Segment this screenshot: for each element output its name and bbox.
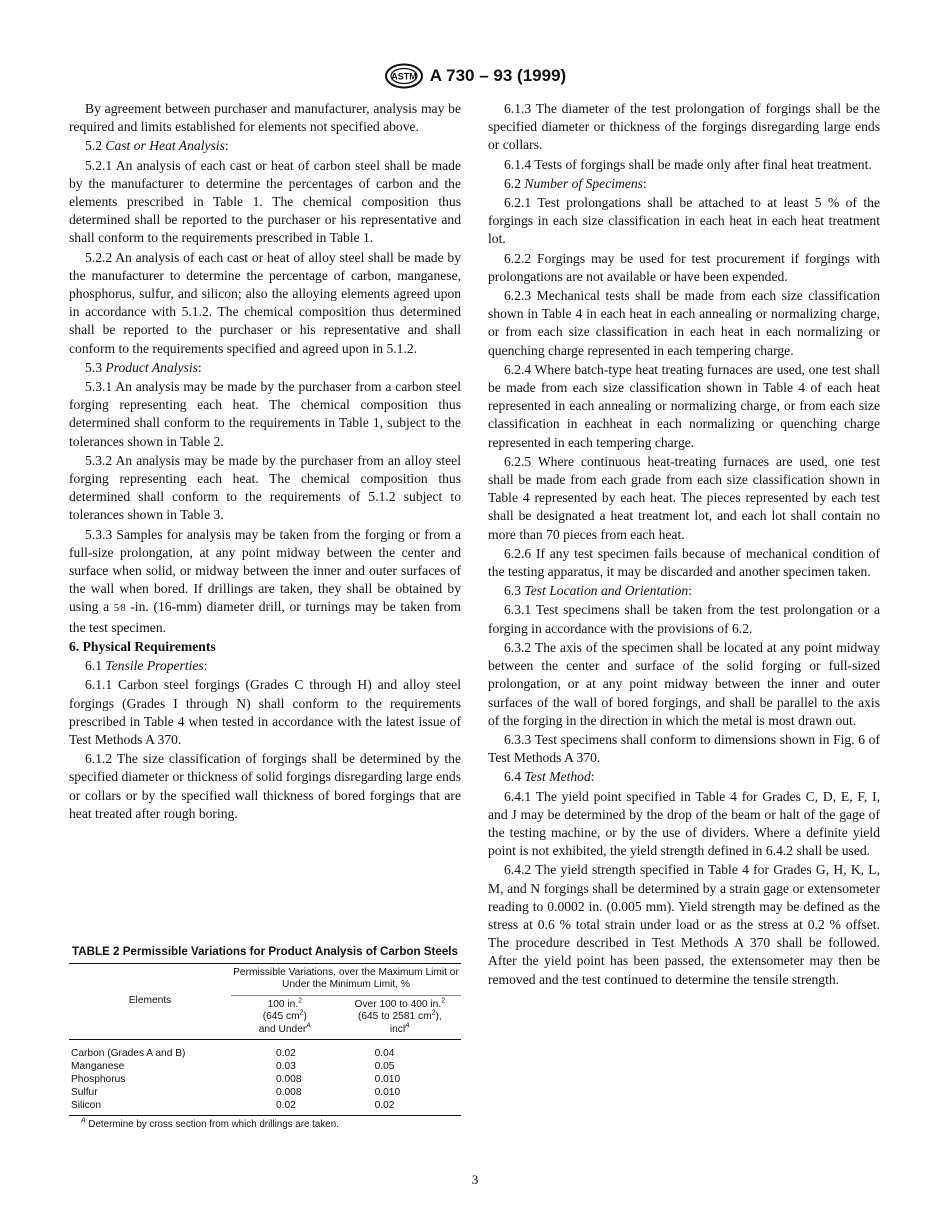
left-column xyxy=(69,100,461,824)
paragraph: 6.2.6 If any test specimen fails because of mechanical condition of the testing apparatus, it may be discarded and another specimen taken. xyxy=(488,545,880,580)
table-row xyxy=(69,1061,461,1074)
section-heading-6-1: 6.1 Tensile Properties: xyxy=(85,658,208,674)
paragraph: By agreement between purchaser and manufacturer, analysis may be required and limits established for elements not specified above. xyxy=(69,101,461,135)
value-cell: 0.02 xyxy=(276,1048,296,1060)
section-heading-6-3: 6.3 Test Location and Orientation: xyxy=(504,583,692,599)
section-heading-6-2: 6.2 Number of Specimens: xyxy=(504,175,647,191)
paragraph: 5.3.3 Samples for analysis may be taken from the forging or from a full-size prolongation, at any point midway between the center and surface when solid, or midway between the inner and outer surfaces of the wall when bored. If drillings are taken, they shall be obtained by using a 5⁄8 -in. (16-mm) diameter drill, or turnings may be taken from the test specimen. xyxy=(69,526,461,635)
element-cell: Phosphorus xyxy=(71,1074,126,1086)
table-row xyxy=(69,1074,461,1087)
paragraph: 6.1.2 The size classification of forgings shall be determined by the specified diameter or thickness of solid forgings disregarding large ends or collars or by the specified wall thickness of bored forgings that are heat treated after rough boring. xyxy=(69,751,461,821)
value-cell: 0.05 xyxy=(374,1061,395,1073)
column-header-elements: Elements xyxy=(69,964,231,1040)
value-cell: 0.008 xyxy=(276,1074,302,1086)
section-heading-6: 6. Physical Requirements xyxy=(69,638,216,654)
paragraph: 6.1.4 Tests of forgings shall be made only after final heat treatment. xyxy=(504,156,872,172)
paragraph: 6.3.1 Test specimens shall be taken from the test prolongation or a forging in accordance with the provisions of 6.2. xyxy=(488,602,880,636)
table-title: TABLE 2 Permissible Variations for Product Analysis of Carbon Steels xyxy=(72,945,458,958)
paragraph: 6.2.4 Where batch-type heat treating furnaces are used, one test shall be made from each size classification shown in Table 4 of each heat represented in each annealing or normalizing charge, or from each size classification in eachheat in each normalizing or quenching charge represented in each tempering charge. xyxy=(488,361,880,450)
paragraph: 5.2.1 An analysis of each cast or heat of carbon steel shall be made by the manufacturer to determine the percentages of carbon and the elements prescribed in Table 1. The chemical composition thus determined shall be reported to the purchaser or his representative and shall conform to the requirements prescribed in Table 1. xyxy=(69,157,461,246)
paragraph: 6.1.1 Carbon steel forgings (Grades C through H) and alloy steel forgings (Grades I through N) shall conform to the requirements prescribed in Table 4 when tested in accordance with the latest issue of Test Methods A 370. xyxy=(69,677,461,747)
variations-table xyxy=(69,963,461,1116)
table-2 xyxy=(69,945,461,1130)
section-heading-5-3: 5.3 Product Analysis: xyxy=(85,359,202,375)
page-number: 3 xyxy=(471,1172,479,1187)
section-heading-5-2: 5.2 Cast or Heat Analysis: xyxy=(85,138,229,154)
document-designation: A 730 – 93 (1999) xyxy=(429,66,567,85)
paragraph: 6.2.2 Forgings may be used for test procurement if forgings with prolongations are not available or have been expended. xyxy=(488,250,880,284)
element-cell: Manganese xyxy=(71,1061,125,1073)
paragraph: 6.2.5 Where continuous heat-treating furnaces are used, one test shall be made from each grade from each size classification shown in Table 4 represented by each heat. The pieces represented by each test shall be designated a heat treatment lot, and each lot shall contain no more than 70 pieces from each heat. xyxy=(488,453,880,542)
table-row xyxy=(69,1040,461,1062)
paragraph: 5.2.2 An analysis of each cast or heat of alloy steel shall be made by the manufacturer to determine the percentage of carbon, manganese, phosphorus, sulfur, and silicon; also the alloying elements agreed upon in accordance with 5.1.2. The chemical composition thus determined shall be reported to the purchaser or his representative and shall conform to the requirements specified and agreed upon in 5.1.2. xyxy=(69,249,461,356)
paragraph: 6.2.1 Test prolongations shall be attached to at least 5 % of the forgings in each size classification in each heat in each heat treatment lot. xyxy=(488,195,880,247)
column-header-over-100-to-400: Over 100 to 400 in.$^2$ (645 to 2581 $cm^2$), incl$^A$ xyxy=(339,995,461,1039)
paragraph: 6.3.2 The axis of the specimen shall be located at any point midway between the center and surface of the solid forging or full-sized prolongation, or at any point midway between the inner and outer surfaces of the wall of bored forgings, and shall be parallel to the axis of the forging in the direction in which the metal is most drawn out. xyxy=(488,639,880,728)
right-column xyxy=(488,100,880,990)
paragraph: 5.3.2 An analysis may be made by the purchaser from an alloy steel forging representing each heat. The chemical composition thus determined shall conform to the requirements of 5.1.2 subject to tolerances shown in Table 3. xyxy=(69,452,461,523)
value-cell: 0.02 xyxy=(339,1100,461,1116)
value-cell: 0.04 xyxy=(374,1048,395,1060)
paragraph: 6.4.2 The yield strength specified in Table 4 for Grades G, H, K, L, M, and N forgings shall be determined by a strain gage or extensometer reading to 0.0002 in. (0.005 mm). Yield strength may be defined as the stress at 0.6 % total strain under load or as the stress at 0.2 % offset. The procedure described in Test Methods A 370 shall be followed. After the yield point has been passed, the extensometer may then be removed and the test continued to determine the tensile strength. xyxy=(488,862,880,987)
paragraph: 6.1.3 The diameter of the test prolongation of forgings shall be the specified diameter or thickness of the forgings disregarding large ends or collars. xyxy=(488,101,880,153)
element-cell: Silicon xyxy=(69,1100,231,1116)
paragraph: 6.3.3 Test specimens shall conform to dimensions shown in Fig. 6 of Test Methods A 370. xyxy=(488,731,880,766)
table-row xyxy=(69,1087,461,1100)
value-cell: 0.010 xyxy=(374,1074,401,1086)
section-heading-6-4: 6.4 Test Method: xyxy=(504,769,595,785)
value-cell: 0.010 xyxy=(374,1087,401,1099)
element-cell: Sulfur xyxy=(71,1087,98,1099)
value-cell: 0.008 xyxy=(276,1087,302,1099)
value-cell: 0.02 xyxy=(231,1100,339,1116)
page-header xyxy=(0,63,950,94)
element-cell: Carbon (Grades A and B) xyxy=(71,1048,186,1060)
value-cell: 0.03 xyxy=(276,1061,296,1073)
column-header-100-and-under: 100 in.$^2$ (645 $cm^2$) and Under$^A$ xyxy=(231,995,339,1039)
paragraph: 5.3.1 An analysis may be made by the purchaser from a carbon steel forging representing each heat. The chemical composition thus determined shall conform to the requirements in Table 1, subject to the tolerances shown in Table 2. xyxy=(69,379,461,449)
paragraph: 6.4.1 The yield point specified in Table 4 for Grades C, D, E, F, I, and J may be determined by the drop of the beam or halt of the gage of the testing machine, or by the use of dividers. Where a definite yield point is not exhibited, the yield strength defined in 6.4.2 shall be used. xyxy=(488,788,880,859)
table-row xyxy=(69,1100,461,1116)
paragraph: 6.2.3 Mechanical tests shall be made from each size classification shown in Table 4 in each heat in each annealing or normalizing charge, or from each size classification in each heat in each normalizing or quenching charge represented in each tempering charge. xyxy=(488,288,880,358)
table-footnote: $^A$ Determine by cross section from which drillings are taken. xyxy=(81,1117,339,1131)
logo-text: ASTM xyxy=(391,71,417,82)
astm-logo-icon xyxy=(384,63,424,89)
column-header-permissible-variations: Permissible Variations, over the Maximum Limit or Under the Minimum Limit, % xyxy=(231,964,461,996)
